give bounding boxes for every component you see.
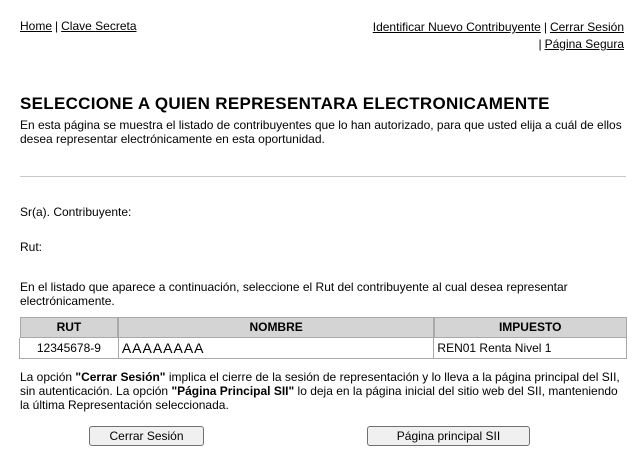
cerrar-sesion-link[interactable]: Cerrar Sesión	[549, 20, 624, 34]
table-header-row	[20, 317, 627, 338]
rut-label: Rut:	[20, 240, 43, 254]
pagina-segura-link[interactable]: Página Segura	[544, 37, 624, 51]
divider	[20, 176, 626, 177]
contribuyentes-table	[19, 316, 627, 359]
note-bold-pagina: "Página Principal SII"	[171, 384, 295, 398]
header-rut: RUT	[20, 317, 119, 338]
clave-secreta-link[interactable]: Clave Secreta	[61, 19, 137, 33]
options-note	[20, 370, 628, 412]
cerrar-sesion-button[interactable]: Cerrar Sesión	[89, 426, 204, 446]
rut-cell[interactable]: 12345678-9	[20, 338, 119, 359]
home-link[interactable]: Home	[20, 19, 53, 33]
nav-separator: |	[543, 20, 547, 34]
header-nombre: NOMBRE	[118, 317, 434, 338]
note-text: La opción	[20, 370, 76, 384]
page-title: SELECCIONE A QUIEN REPRESENTARA ELECTRONICAMENTE	[20, 94, 550, 113]
header-impuesto: IMPUESTO	[434, 317, 627, 338]
note-text: implica el cierre de la sesión de representación y lo lleva a la página principal del SII, sin autenticación. La opción	[20, 370, 620, 398]
nav-separator: |	[538, 37, 542, 51]
note-bold-cerrar: "Cerrar Sesión"	[75, 370, 166, 384]
nombre-cell: AAAAAAAA	[118, 338, 434, 359]
nav-separator: |	[55, 19, 59, 33]
note-text: lo deja en la página inicial del sitio web del SII, manteniendo la última Representación seleccionada.	[20, 384, 618, 412]
impuesto-cell: REN01 Renta Nivel 1	[434, 338, 627, 359]
top-nav-left	[20, 19, 137, 33]
instruction-text: En el listado que aparece a continuación, seleccione el Rut del contribuyente al cual desea representar electrónicamente.	[20, 280, 568, 308]
top-nav-right	[373, 19, 624, 53]
contribuyente-label: Sr(a). Contribuyente:	[20, 205, 132, 219]
identificar-contribuyente-link[interactable]: Identificar Nuevo Contribuyente	[372, 20, 541, 34]
table-row[interactable]	[20, 338, 627, 359]
pagina-principal-button[interactable]: Página principal SII	[367, 426, 530, 446]
intro-text: En esta página se muestra el listado de contribuyentes que lo han autorizado, para que usted elija a cuál de ellos desea representar electrónicamente en esta oportunidad.	[20, 118, 622, 146]
